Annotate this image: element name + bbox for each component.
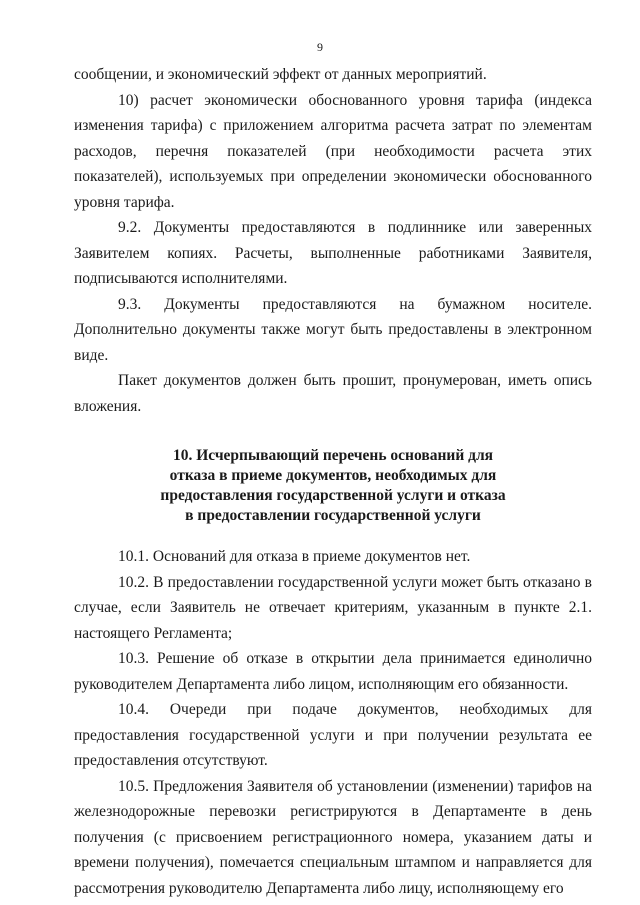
heading-line: предоставления государственной услуги и отказа [160,487,506,504]
paragraph-10-4: 10.4. Очереди при подаче документов, необходимых для предоставления государственной услуги и при получении результата ее предоставления отсутствуют. [74,701,592,769]
document-body [74,62,592,901]
paragraph-item-10: 10) расчет экономически обоснованного уровня тарифа (индекса изменения тарифа) с приложением алгоритма расчета затрат по элементам расходов, перечня показателей (при необходимости расчета этих показателей), используемых при определении экономически обоснованного уровня тарифа. [74,91,592,211]
paragraph-10-5: 10.5. Предложения Заявителя об установлении (изменении) тарифов на железнодорожные перевозки регистрируются в Департаменте в день получения (с присвоением регистрационного номера, указанием даты и времени получения), помечается специальным штампом и направляется для рассмотрения руководителю Департамента либо лицу, исполняющему его [74,777,592,897]
heading-line: отказа в приеме документов, необходимых для [169,467,497,484]
paragraph-9-2: 9.2. Документы предоставляются в подлиннике или заверенных Заявителем копиях. Расчеты, выполненные работниками Заявителя, подписываются исполнителями. [74,219,592,287]
paragraph-packet: Пакет документов должен быть прошит, пронумерован, иметь опись вложения. [74,372,592,415]
paragraph-10-3: 10.3. Решение об отказе в открытии дела принимается единолично руководителем Департамента либо лицом, исполняющим его обязанности. [74,650,592,693]
paragraph-10-2: 10.2. В предоставлении государственной услуги может быть отказано в случае, если Заявитель не отвечает критериям, указанным в пункте 2.1. настоящего Регламента; [74,573,592,642]
section-heading-10 [74,446,592,526]
paragraph-10-1: 10.1. Оснований для отказа в приеме документов нет. [118,548,471,565]
page-number: 9 [317,40,323,54]
heading-line: в предоставлении государственной услуги [185,507,481,524]
paragraph-continuation: сообщении, и экономический эффект от данных мероприятий. [74,66,487,83]
heading-line: 10. Исчерпывающий перечень оснований для [172,447,494,464]
paragraph-9-3: 9.3. Документы предоставляются на бумажном носителе. Дополнительно документы также могут быть предоставлены в электронном виде. [74,295,592,364]
